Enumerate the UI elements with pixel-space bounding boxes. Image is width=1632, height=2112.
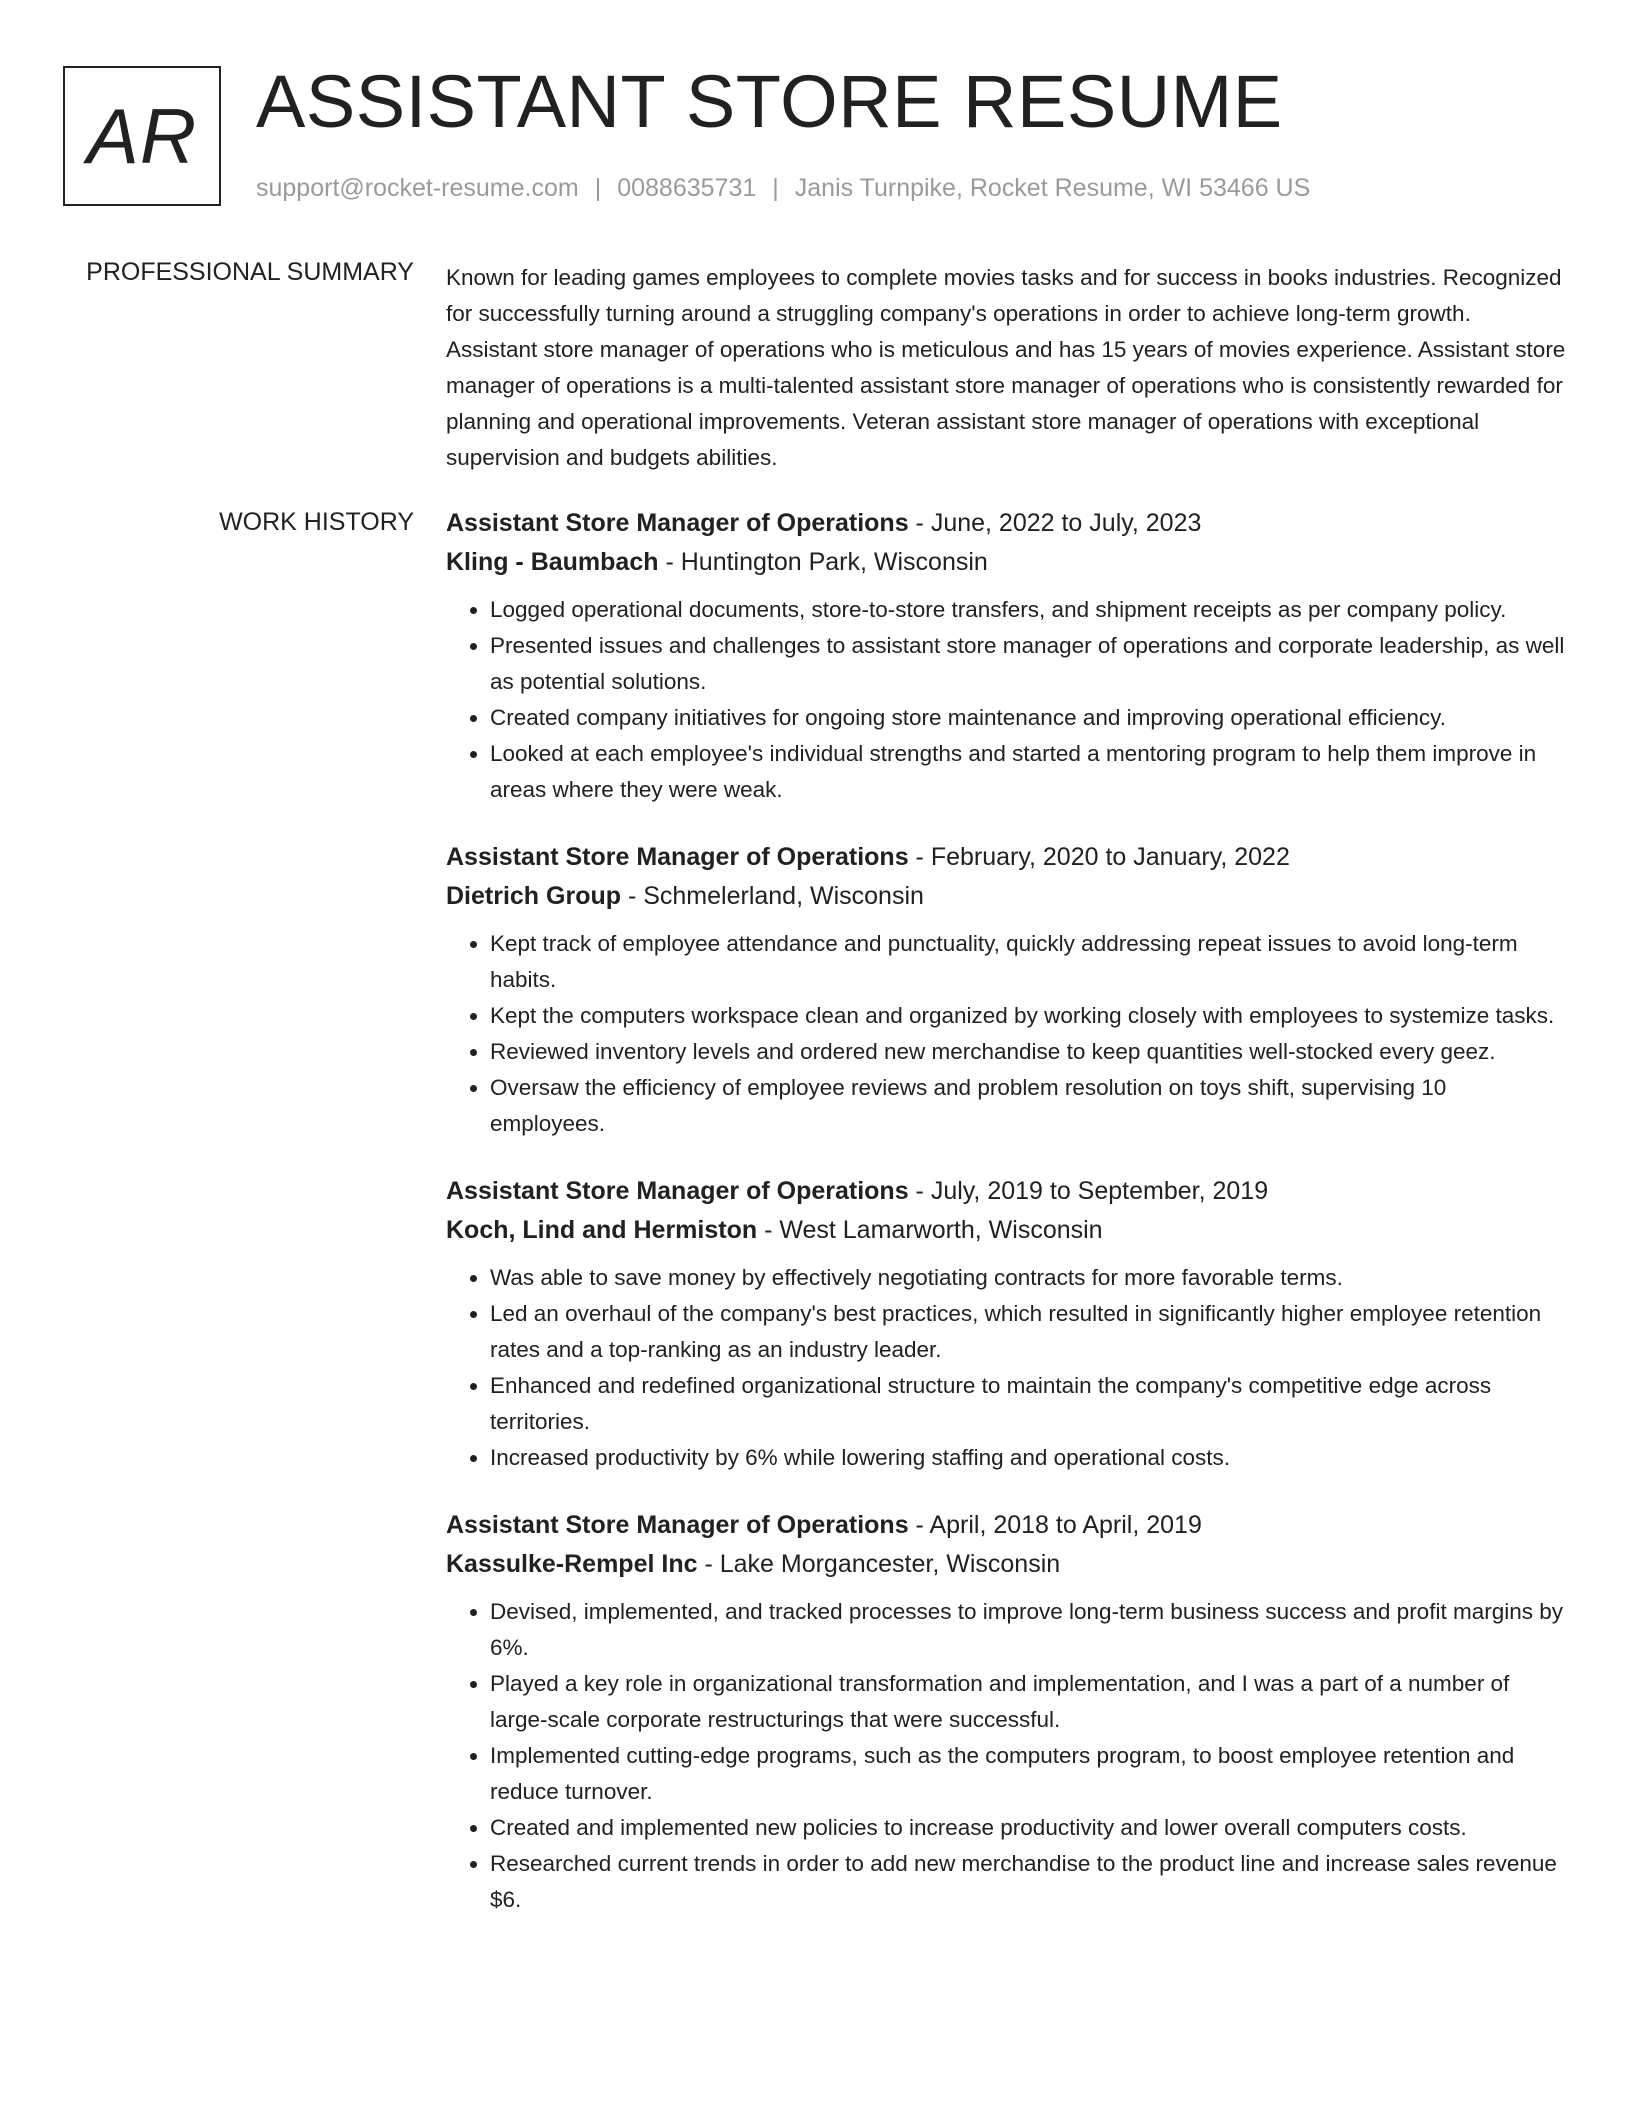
job-bullet: • Devised, implemented, and tracked processes to improve long-term business success and profit margins by 6%.	[490, 1594, 1566, 1666]
job-bullet: • Enhanced and redefined organizational structure to maintain the company's competitive edge across territories.	[490, 1368, 1566, 1440]
job-bullet: • Led an overhaul of the company's best practices, which resulted in significantly higher employee retention rates and a top-ranking as an industry leader.	[490, 1296, 1566, 1368]
job-bullet: • Researched current trends in order to add new merchandise to the product line and increase sales revenue $6.	[490, 1846, 1566, 1918]
contact-line	[256, 174, 1310, 203]
work-history-body	[446, 504, 1566, 1948]
job-dates: - July, 2019 to September, 2019	[908, 1177, 1269, 1205]
job-dates: - June, 2022 to July, 2023	[908, 509, 1202, 537]
job-bullet: • Created and implemented new policies to increase productivity and lower overall computers costs.	[490, 1810, 1566, 1846]
work-history-heading: WORK HISTORY	[219, 508, 414, 536]
job-title-line	[446, 838, 1566, 877]
job-title: Assistant Store Manager of Operations	[446, 1511, 909, 1539]
contact-phone[interactable]: 0088635731	[617, 174, 757, 202]
job-entry	[446, 1506, 1566, 1918]
job-entry	[446, 504, 1566, 808]
job-location: - Huntington Park, Wisconsin	[658, 548, 988, 576]
contact-separator: |	[594, 174, 602, 202]
job-company: Koch, Lind and Hermiston	[446, 1216, 758, 1244]
job-title-line	[446, 1506, 1566, 1545]
job-dates: - April, 2018 to April, 2019	[908, 1511, 1202, 1539]
job-company: Dietrich Group	[446, 882, 622, 910]
summary-heading: PROFESSIONAL SUMMARY	[86, 258, 414, 286]
page-title: ASSISTANT STORE RESUME	[256, 60, 1283, 143]
summary-text: Known for leading games employees to complete movies tasks and for success in books industries. Recognized for successfully turning around a struggling company's operations in order to achieve long-term growth. Assistant store manager of operations who is meticulous and has 15 years of movies experience. Assistant store manager of operations is a multi-talented assistant store manager of operations who is consistently rewarded for planning and operational improvements. Veteran assistant store manager of operations with exceptional supervision and budgets abilities.	[446, 265, 1566, 470]
job-bullets	[446, 592, 1566, 808]
job-bullet: • Logged operational documents, store-to-store transfers, and shipment receipts as per company policy.	[490, 592, 1566, 628]
job-entry	[446, 838, 1566, 1142]
job-title: Assistant Store Manager of Operations	[446, 1177, 909, 1205]
job-bullet: • Increased productivity by 6% while lowering staffing and operational costs.	[490, 1440, 1566, 1476]
monogram-initials: AR	[86, 91, 198, 180]
job-location: - West Lamarworth, Wisconsin	[757, 1216, 1103, 1244]
job-location: - Schmelerland, Wisconsin	[621, 882, 924, 910]
job-bullet: • Kept the computers workspace clean and organized by working closely with employees to systemize tasks.	[490, 998, 1566, 1034]
summary-body	[446, 260, 1566, 476]
job-dates: - February, 2020 to January, 2022	[908, 843, 1290, 871]
job-company: Kling - Baumbach	[446, 548, 659, 576]
job-bullet: • Implemented cutting-edge programs, such as the computers program, to boost employee retention and reduce turnover.	[490, 1738, 1566, 1810]
job-location: - Lake Morgancester, Wisconsin	[697, 1550, 1061, 1578]
job-title: Assistant Store Manager of Operations	[446, 509, 909, 537]
job-bullet: • Looked at each employee's individual strengths and started a mentoring program to help them improve in areas where they were weak.	[490, 736, 1566, 808]
job-company: Kassulke-Rempel Inc	[446, 1550, 698, 1578]
job-bullet: • Played a key role in organizational transformation and implementation, and I was a part of a number of large-scale corporate restructurings that were successful.	[490, 1666, 1566, 1738]
job-bullets	[446, 1594, 1566, 1918]
contact-email[interactable]: support@rocket-resume.com	[256, 174, 579, 202]
job-bullets	[446, 1260, 1566, 1476]
job-title-line	[446, 504, 1566, 543]
job-company-line	[446, 877, 1566, 916]
job-bullets	[446, 926, 1566, 1142]
job-bullet: • Oversaw the efficiency of employee reviews and problem resolution on toys shift, supervising 10 employees.	[490, 1070, 1566, 1142]
job-entry	[446, 1172, 1566, 1476]
job-bullet: • Reviewed inventory levels and ordered new merchandise to keep quantities well-stocked every geez.	[490, 1034, 1566, 1070]
job-company-line	[446, 1545, 1566, 1584]
contact-separator: |	[772, 174, 779, 202]
contact-address: Janis Turnpike, Rocket Resume, WI 53466 US	[794, 174, 1311, 202]
job-bullet: • Presented issues and challenges to assistant store manager of operations and corporate leadership, as well as potential solutions.	[490, 628, 1566, 700]
job-company-line	[446, 1211, 1566, 1250]
monogram-box	[63, 66, 221, 206]
job-bullet: • Kept track of employee attendance and punctuality, quickly addressing repeat issues to avoid long-term habits.	[490, 926, 1566, 998]
job-company-line	[446, 543, 1566, 582]
job-bullet: • Was able to save money by effectively negotiating contracts for more favorable terms.	[490, 1260, 1566, 1296]
job-bullet: • Created company initiatives for ongoing store maintenance and improving operational efficiency.	[490, 700, 1566, 736]
job-title: Assistant Store Manager of Operations	[446, 843, 909, 871]
job-title-line	[446, 1172, 1566, 1211]
